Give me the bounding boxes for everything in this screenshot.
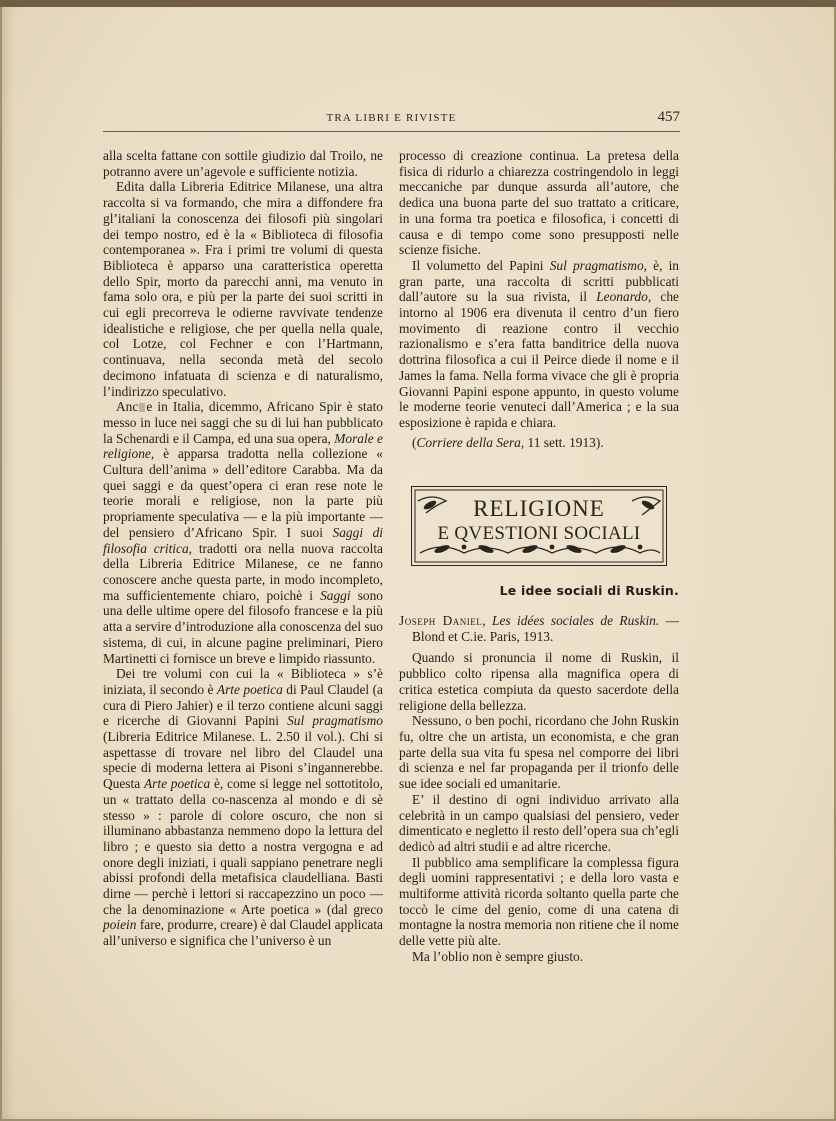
source-citation (399, 435, 679, 451)
text-run: e in Italia, dicemmo, Africano Spir è stato messo in luce nei saggi che su di lui han pubblicato la Schenardi e il Campa, ed una sua opera, (103, 399, 383, 446)
newspaper-title-italic: Corriere della Sera (416, 434, 521, 450)
greek-word-italic: poiein (103, 917, 137, 933)
text-run: ( (412, 434, 417, 450)
leaf-ornament-icon (412, 487, 666, 565)
book-title-italic: Arte poetica (216, 681, 283, 697)
left-column (103, 148, 383, 949)
running-head: TRA LIBRI E RIVISTE (326, 112, 457, 124)
right-column (399, 148, 679, 965)
book-title-italic: Saggi (320, 587, 351, 603)
paragraph: E’ il destino di ogni individuo arrivato alla celebrità in un campo qualsiasi del pensiero, veder dimenticato e negletto il resto dell’opera sua ch’egli dedicò ad altri studii e ad altre ricerche. (399, 791, 679, 854)
section-emblem (411, 486, 667, 566)
text-run: Il volumetto del Papini (412, 257, 550, 273)
text-run: , è, in gran parte, una raccolta di scritti pubblicati dall’autore su la sua rivista, il (399, 257, 680, 305)
text-run: , 11 sett. 1913). (520, 434, 604, 450)
paragraph (103, 399, 383, 666)
author-name: Joseph Daniel (399, 613, 483, 629)
article-title: Le idee sociali di Ruskin. (499, 583, 679, 599)
text-run: (Libreria Editrice Milanese. L. 2.50 il vol.). Chi si aspettasse di trovare nel libro del Claudel una specie di moderna lettera ai Pisoni s’ingannerebbe. Questa (103, 729, 383, 792)
emblem-title-line2: E QVESTIONI SOCIALI (437, 523, 641, 545)
text-run: sono una delle ultime opere del filosofo francese e la più atta a servire d’introduzione alla conoscenza del suo sistema, di cui, in alcune pagine preliminari, Piero Martinetti ci fornisce un breve e limpido riassunto. (103, 587, 383, 666)
header-rule (103, 131, 680, 132)
paragraph: alla scelta fattane con sottile giudizio dal Troilo, ne potranno avere un’agevole e sufficiente notizia. (103, 148, 383, 179)
book-title-italic: Sul pragmatismo (549, 257, 644, 273)
text-run: , tradotti ora nella nuova raccolta della Libreria Editrice Milanese, ce ne fanno conoscere anche questa parte, in modo incompleto, ma sufficientemente chiaro, poichè i (103, 540, 383, 603)
paragraph: Ma l’oblio non è sempre giusto. (412, 948, 584, 964)
page-header (103, 109, 680, 132)
paragraph: Edita dalla Libreria Editrice Milanese, una altra raccolta si va formando, che mira a diffondere fra gl’italiani la conoscenza dei filosofi più singolari dei tempo nostro, ed è la « Biblioteca di filosofia contemporanea ». Fra i primi tre volumi di questa Biblioteca è apparso una caratteristica operetta dello Spir, morto da parecchi anni, ma venuto in fama solo ora, e più per la parte dei suoi scritti in cui egli precorreva le odierne ravvivate tendenze idealistiche e religiose, che per quella nella quale, col Lotze, col Fechner e con l’Hartmann, continuava, nella seconda metà del secolo decimono infatuata di scienza e di naturalismo, l’indirizzo speculativo. (103, 179, 383, 399)
book-title-italic: Les idées sociales de Ruskin. (492, 613, 660, 629)
emblem-title-line1: RELIGIONE (473, 496, 605, 522)
text-run: , che intorno al 1906 era divenuta il centro d’un fiero movimento di reazione contro il vecchio razionalismo e s’era fatta banditrice della nuova dottrina filosofica a cui il Peirce diede il nome e il James la fama. Nella forma vivace che gli è propria Giovanni Papini espone appunto, in questo volume le moderne teorie venuteci dall’America ; e la sua esposizione è rapida e chiara. (399, 289, 679, 430)
book-title-italic: Saggi di filosofia critica (103, 524, 384, 556)
page-top-edge (0, 0, 836, 7)
text-run: Anc (116, 399, 139, 415)
text-run: è, come si legge nel sottotitolo, un « trattato della co-nascenza al mondo e di sè stesso » : parole di colore oscuro, che non si illuminano abbastanza nemmeno dopo la lettura del libro ; e questo sia detto a nostra vergogna e ad onore degli iniziati, i quali sappiano penetrare negli abissi profondi della metafisica claudelliana. Basti dirne — perchè i lettori si raccapezzino un poco — che la denominazione « Arte poetica » (dal greco (103, 776, 383, 917)
page-number: 457 (657, 109, 680, 125)
text-run: di Paul Claudel (a cura di Piero Jahier) e il terzo contiene alcuni saggi e ricerche di Giovanni Papini (103, 681, 383, 729)
smudge-mark (139, 403, 145, 412)
book-title-italic: Sul pragmatismo (287, 713, 383, 729)
book-title-italic: Morale e religione (103, 430, 383, 462)
text-run: Dei tre volumi con cui la « Biblioteca » s’è iniziata, il secondo è (103, 666, 383, 697)
paragraph (103, 666, 383, 949)
text-run: — Blond et C.ie. Paris, 1913. (412, 613, 679, 644)
text-run: , è apparsa tradotta nella collezione « Cultura dell’anima » dell’editore Carabba. Ma da quei saggi e da quest’opera ci eran rese note le teorie morali e religiose, non la parte più propriamente speculativa — e la più importante — del pensiero d’Africano Spir. I suoi (103, 446, 383, 540)
paragraph: Il pubblico ama semplificare la complessa figura degli uomini rappresentativi ; e della loro vasta e multiforme attività ricorda soltanto quella parte che toccò le cime del genio, come di una catena di montagne la nostra memoria non ritiene che il nome delle vette più alte. (399, 854, 679, 949)
bibliographic-entry (399, 613, 679, 644)
text-run: , (482, 613, 492, 629)
paragraph: Nessuno, o ben pochi, ricordano che John Ruskin fu, oltre che un artista, un economista, e che gran parte della sua vita fu spesa nel comporre dei libri di scienza e nel far propaganda per il trionfo delle sue idee sociali ed umanitarie. (399, 713, 679, 792)
book-title-italic: Arte poetica (143, 776, 211, 792)
paragraph (399, 258, 679, 431)
text-run: fare, produrre, creare) è dal Claudel applicata all’universo e significa che l’universo è un (103, 917, 383, 949)
paragraph: processo di creazione continua. La pretesa della fisica di ridurlo a chiarezza costringendolo in leggi meccaniche par dunque assurda all’autore, che dedica una buona parte del suo trattato a criticare, in una forma tra poetica e filosofica, i concetti di causa e di tempo come sono presupposti nelle scienze fisiche. (399, 148, 679, 258)
journal-title-italic: Leonardo (596, 289, 648, 305)
paragraph: Quando si pronuncia il nome di Ruskin, il pubblico colto ripensa alla magnifica opera di critica estetica compiuta da questo sacerdote della religione della bellezza. (399, 650, 679, 713)
